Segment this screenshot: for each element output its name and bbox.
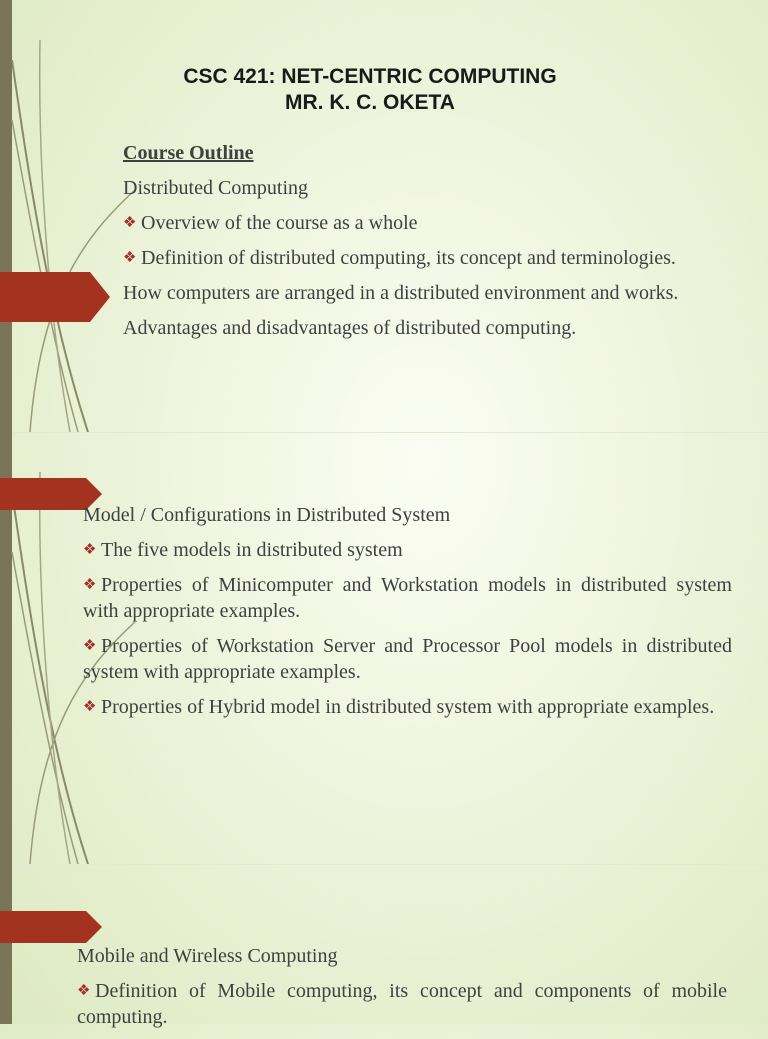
lecturer-name: MR. K. C. OKETA [285,91,455,114]
course-title: CSC 421: NET-CENTRIC COMPUTING [183,65,557,88]
list-item: ❖ Properties of Workstation Server and Processor Pool models in distributed system with appropriate examples. [83,635,732,683]
diamond-bullet-icon: ❖ [83,577,97,593]
list-item: ❖ Overview of the course as a whole [123,212,418,234]
section-title: Distributed Computing [123,177,308,199]
outline-heading: Course Outline [123,142,254,164]
list-item: ❖ Definition of distributed computing, its concept and terminologies. [123,247,676,269]
slide2-body [83,502,732,729]
side-bar [0,864,12,1024]
list-item: ❖ Properties of Hybrid model in distributed system with appropriate examples. [83,696,715,718]
slide-3 [0,864,768,1028]
section-title: Model / Configurations in Distributed System [83,504,451,526]
slide1-body [123,140,686,350]
slide3-body [77,943,727,1039]
diamond-bullet-icon: ❖ [77,983,91,999]
list-item: ❖ Definition of Mobile computing, its concept and components of mobile computing. [77,980,727,1028]
slide-title [0,64,740,116]
diamond-bullet-icon: ❖ [123,250,137,266]
slide-2 [0,432,768,864]
list-item: ❖ The five models in distributed system [83,539,403,561]
red-arrow-tab [0,911,104,943]
diamond-bullet-icon: ❖ [83,699,97,715]
list-item: ❖ Properties of Minicomputer and Workstation models in distributed system with appropriate examples. [83,574,732,622]
diamond-bullet-icon: ❖ [83,638,97,654]
slide-1 [0,0,768,432]
diamond-bullet-icon: ❖ [123,215,137,231]
list-item: How computers are arranged in a distributed environment and works. [123,282,679,304]
red-arrow-tab [0,272,112,322]
section-title: Mobile and Wireless Computing [77,945,338,967]
diamond-bullet-icon: ❖ [83,542,97,558]
slide-divider [0,864,768,865]
list-item: Advantages and disadvantages of distributed computing. [123,317,577,339]
